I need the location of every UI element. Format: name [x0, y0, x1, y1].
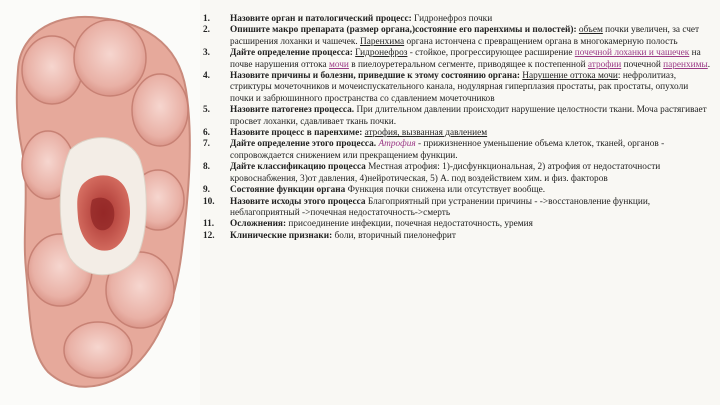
answer-text: почечной — [621, 59, 664, 70]
answer-text: - стойкое, прогрессирующее расширение — [407, 48, 575, 59]
answer-term: Нарушение оттока мочи — [522, 71, 618, 82]
specimen-photo — [0, 0, 200, 405]
question-text: Опишите макро препарата (размер органа,)состояние его паренхимы и полостей): — [230, 25, 577, 36]
list-item — [203, 14, 713, 25]
list-item — [203, 48, 713, 71]
list-item — [203, 219, 713, 230]
hyperlink-term[interactable]: паренхимы — [663, 59, 708, 70]
question-text: Дайте определение процесса: — [230, 48, 353, 59]
question-text: Назовите патогенез процесса. — [230, 105, 355, 116]
item-number: 8. — [203, 162, 210, 173]
answer-text: в пиелоуретеральном сегменте, приводящее к постепенной — [348, 59, 588, 70]
answer-text: : нефролитиаз, стриктуры мочеточников и мочеиспускательного канала, нодулярная гиперплазия простаты, рак простаты, опухоли почки и забрюшинного пространства со сдавлением мочеточников — [230, 71, 689, 104]
item-number: 12. — [203, 230, 215, 241]
item-number: 4. — [203, 71, 210, 82]
hyperlink-term[interactable]: почечной лоханки и чашечек — [574, 48, 690, 59]
answer-text: присоединение инфекции, почечная недостаточность, уремия — [286, 219, 533, 230]
answer-text: органа истончена с превращением органа в многокамерную полость — [404, 36, 678, 47]
answer-text: на почве нарушения оттока — [230, 48, 701, 70]
question-list — [203, 14, 713, 242]
list-item — [203, 71, 713, 105]
answer-text: . — [707, 59, 711, 70]
list-item — [203, 105, 713, 128]
answer-text: боли, вторичный пиелонефрит — [332, 230, 456, 241]
question-text: Назовите исходы этого процесса — [230, 196, 366, 207]
answer-text: Местная атрофия: 1)-дисфункциональная, 2) атрофия от недостаточности кровоснабжения, 3)от давления, 4)нейротическая, 5) А. под воздействием хим. и физ. факторов — [230, 162, 661, 184]
answer-text: - прижизненное уменьшение объема клеток, тканей, органов - сопровождается снижением или прекращением функции. — [230, 139, 665, 161]
list-item — [203, 162, 713, 185]
question-text: Осложнения: — [230, 219, 287, 230]
item-number: 9. — [203, 185, 210, 196]
answer-text: Функция почки снижена или отсутствует вообще. — [345, 185, 546, 196]
question-text: Назовите процесс в паренхиме: — [230, 128, 363, 139]
answer-term: Гидронефроз — [355, 48, 408, 59]
item-number: 6. — [203, 128, 210, 139]
item-number: 5. — [203, 105, 210, 116]
question-text: Назовите причины и болезни, приведшие к этому состоянию органа: — [230, 71, 520, 82]
answer-text: почки увеличен, за счет расширения лоханки и чашечек. — [230, 25, 700, 47]
answer-text: При длительном давлении происходит нарушение целостности ткани. Моча растягивает просвет лоханки, сдавливает ткань почки. — [230, 105, 707, 127]
list-item — [203, 128, 713, 139]
list-item — [203, 197, 713, 220]
question-text: Клинические признаки: — [230, 230, 333, 241]
answer-text: Гидронефроз почки — [411, 14, 493, 24]
question-text: Дайте определение этого процесса. — [230, 139, 377, 150]
item-number: 2. — [203, 25, 210, 36]
question-text: Состояние функции органа — [230, 185, 346, 196]
hyperlink-term[interactable]: атрофии — [587, 59, 622, 70]
answer-term: атрофия, вызванная давлением — [364, 128, 488, 139]
item-number: 11. — [203, 219, 215, 230]
answer-term: Паренхима — [360, 36, 405, 47]
item-number: 7. — [203, 139, 210, 150]
list-item — [203, 231, 713, 242]
question-text: Дайте классификацию процесса — [230, 162, 366, 173]
list-item — [203, 25, 713, 48]
list-item — [203, 185, 713, 196]
answer-term: Атрофия — [378, 139, 416, 150]
item-number: 3. — [203, 48, 210, 59]
answer-text: Благоприятный при устранении причины - ->восстановление функции, неблагоприятный ->почечная недостаточность->смерть — [230, 196, 651, 218]
kidney-specimen-image — [0, 0, 200, 405]
list-item — [203, 139, 713, 162]
hyperlink-term[interactable]: мочи — [328, 59, 349, 70]
question-text: Назовите орган и патологический процесс: — [230, 14, 412, 24]
answer-term: объем — [578, 25, 603, 36]
item-number: 10. — [203, 196, 215, 207]
item-number: 1. — [203, 14, 210, 24]
